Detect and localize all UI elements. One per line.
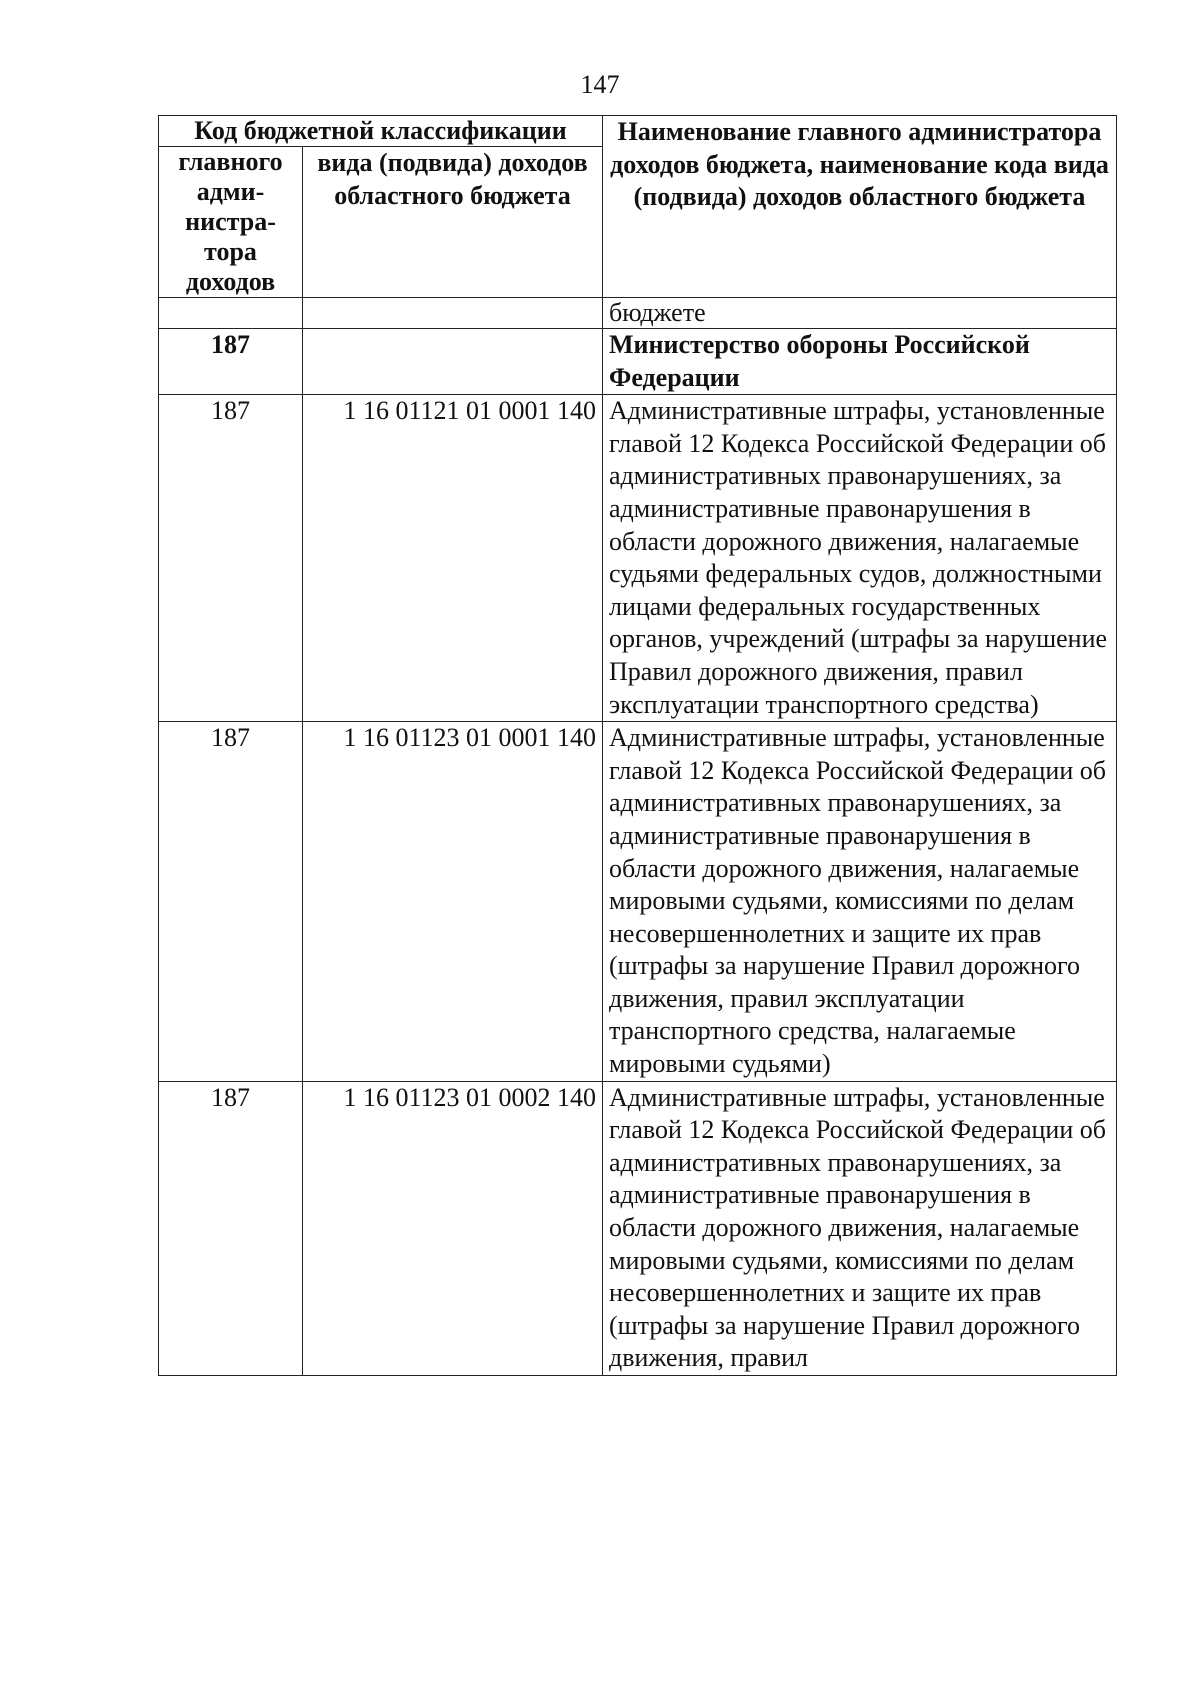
income-code-cell: 1 16 01123 01 0002 140 xyxy=(303,1081,603,1375)
chief-administrator-header-line: доходов xyxy=(185,267,276,296)
table-row xyxy=(159,395,1117,722)
chief-administrator-header-line: тора xyxy=(204,237,257,266)
page-number: 147 xyxy=(580,70,620,99)
description-cell: Административные штрафы, установленные главой 12 Кодекса Российской Федерации об административных правонарушениях, за административные правонарушения в области дорожного движения, налагаемые мировыми судьями, комиссиями по делам несовершеннолетних и защите их прав (штрафы за нарушение Правил дорожного движения, правил xyxy=(603,1081,1117,1375)
table-body xyxy=(159,298,1117,1376)
admin-code-cell: 187 xyxy=(159,722,303,1082)
budget-classification-table xyxy=(158,115,1117,1376)
admin-code-cell: 187 xyxy=(159,329,303,395)
description-cell: Административные штрафы, установленные главой 12 Кодекса Российской Федерации об административных правонарушениях, за административные правонарушения в области дорожного движения, налагаемые мировыми судьями, комиссиями по делам несовершеннолетних и защите их прав (штрафы за нарушение Правил дорожного движения, правил эксплуатации транспортного средства, налагаемые мировыми судьями) xyxy=(603,722,1117,1082)
chief-administrator-header-line: адми- xyxy=(196,177,265,206)
income-code-cell: 1 16 01123 01 0001 140 xyxy=(303,722,603,1082)
admin-code-cell: 187 xyxy=(159,1081,303,1375)
administrator-name-cell: Министерство обороны Российской Федерации xyxy=(603,329,1117,395)
admin-code-cell xyxy=(159,298,303,329)
table-header xyxy=(159,116,1117,298)
chief-administrator-header-line: главного xyxy=(178,147,283,176)
administrator-name-header: Наименование главного администратора доходов бюджета, наименование кода вида (подвида) доходов областного бюджета xyxy=(603,116,1117,298)
admin-code-cell: 187 xyxy=(159,395,303,722)
table-row xyxy=(159,329,1117,395)
table-row xyxy=(159,722,1117,1082)
income-type-code-header: вида (подвида) доходов областного бюджета xyxy=(303,147,603,298)
budget-classification-code-header: Код бюджетной классификации xyxy=(159,116,603,147)
chief-administrator-header xyxy=(159,147,303,298)
description-cell: Административные штрафы, установленные главой 12 Кодекса Российской Федерации об административных правонарушениях, за административные правонарушения в области дорожного движения, налагаемые судьями федеральных судов, должностными лицами федеральных государственных органов, учреждений (штрафы за нарушение Правил дорожного движения, правил эксплуатации транспортного средства) xyxy=(603,395,1117,722)
table-row xyxy=(159,1081,1117,1375)
description-cell: бюджете xyxy=(603,298,1117,329)
income-code-cell: 1 16 01121 01 0001 140 xyxy=(303,395,603,722)
income-code-cell xyxy=(303,329,603,395)
table-row xyxy=(159,298,1117,329)
chief-administrator-header-line: нистра- xyxy=(185,207,276,236)
income-code-cell xyxy=(303,298,603,329)
